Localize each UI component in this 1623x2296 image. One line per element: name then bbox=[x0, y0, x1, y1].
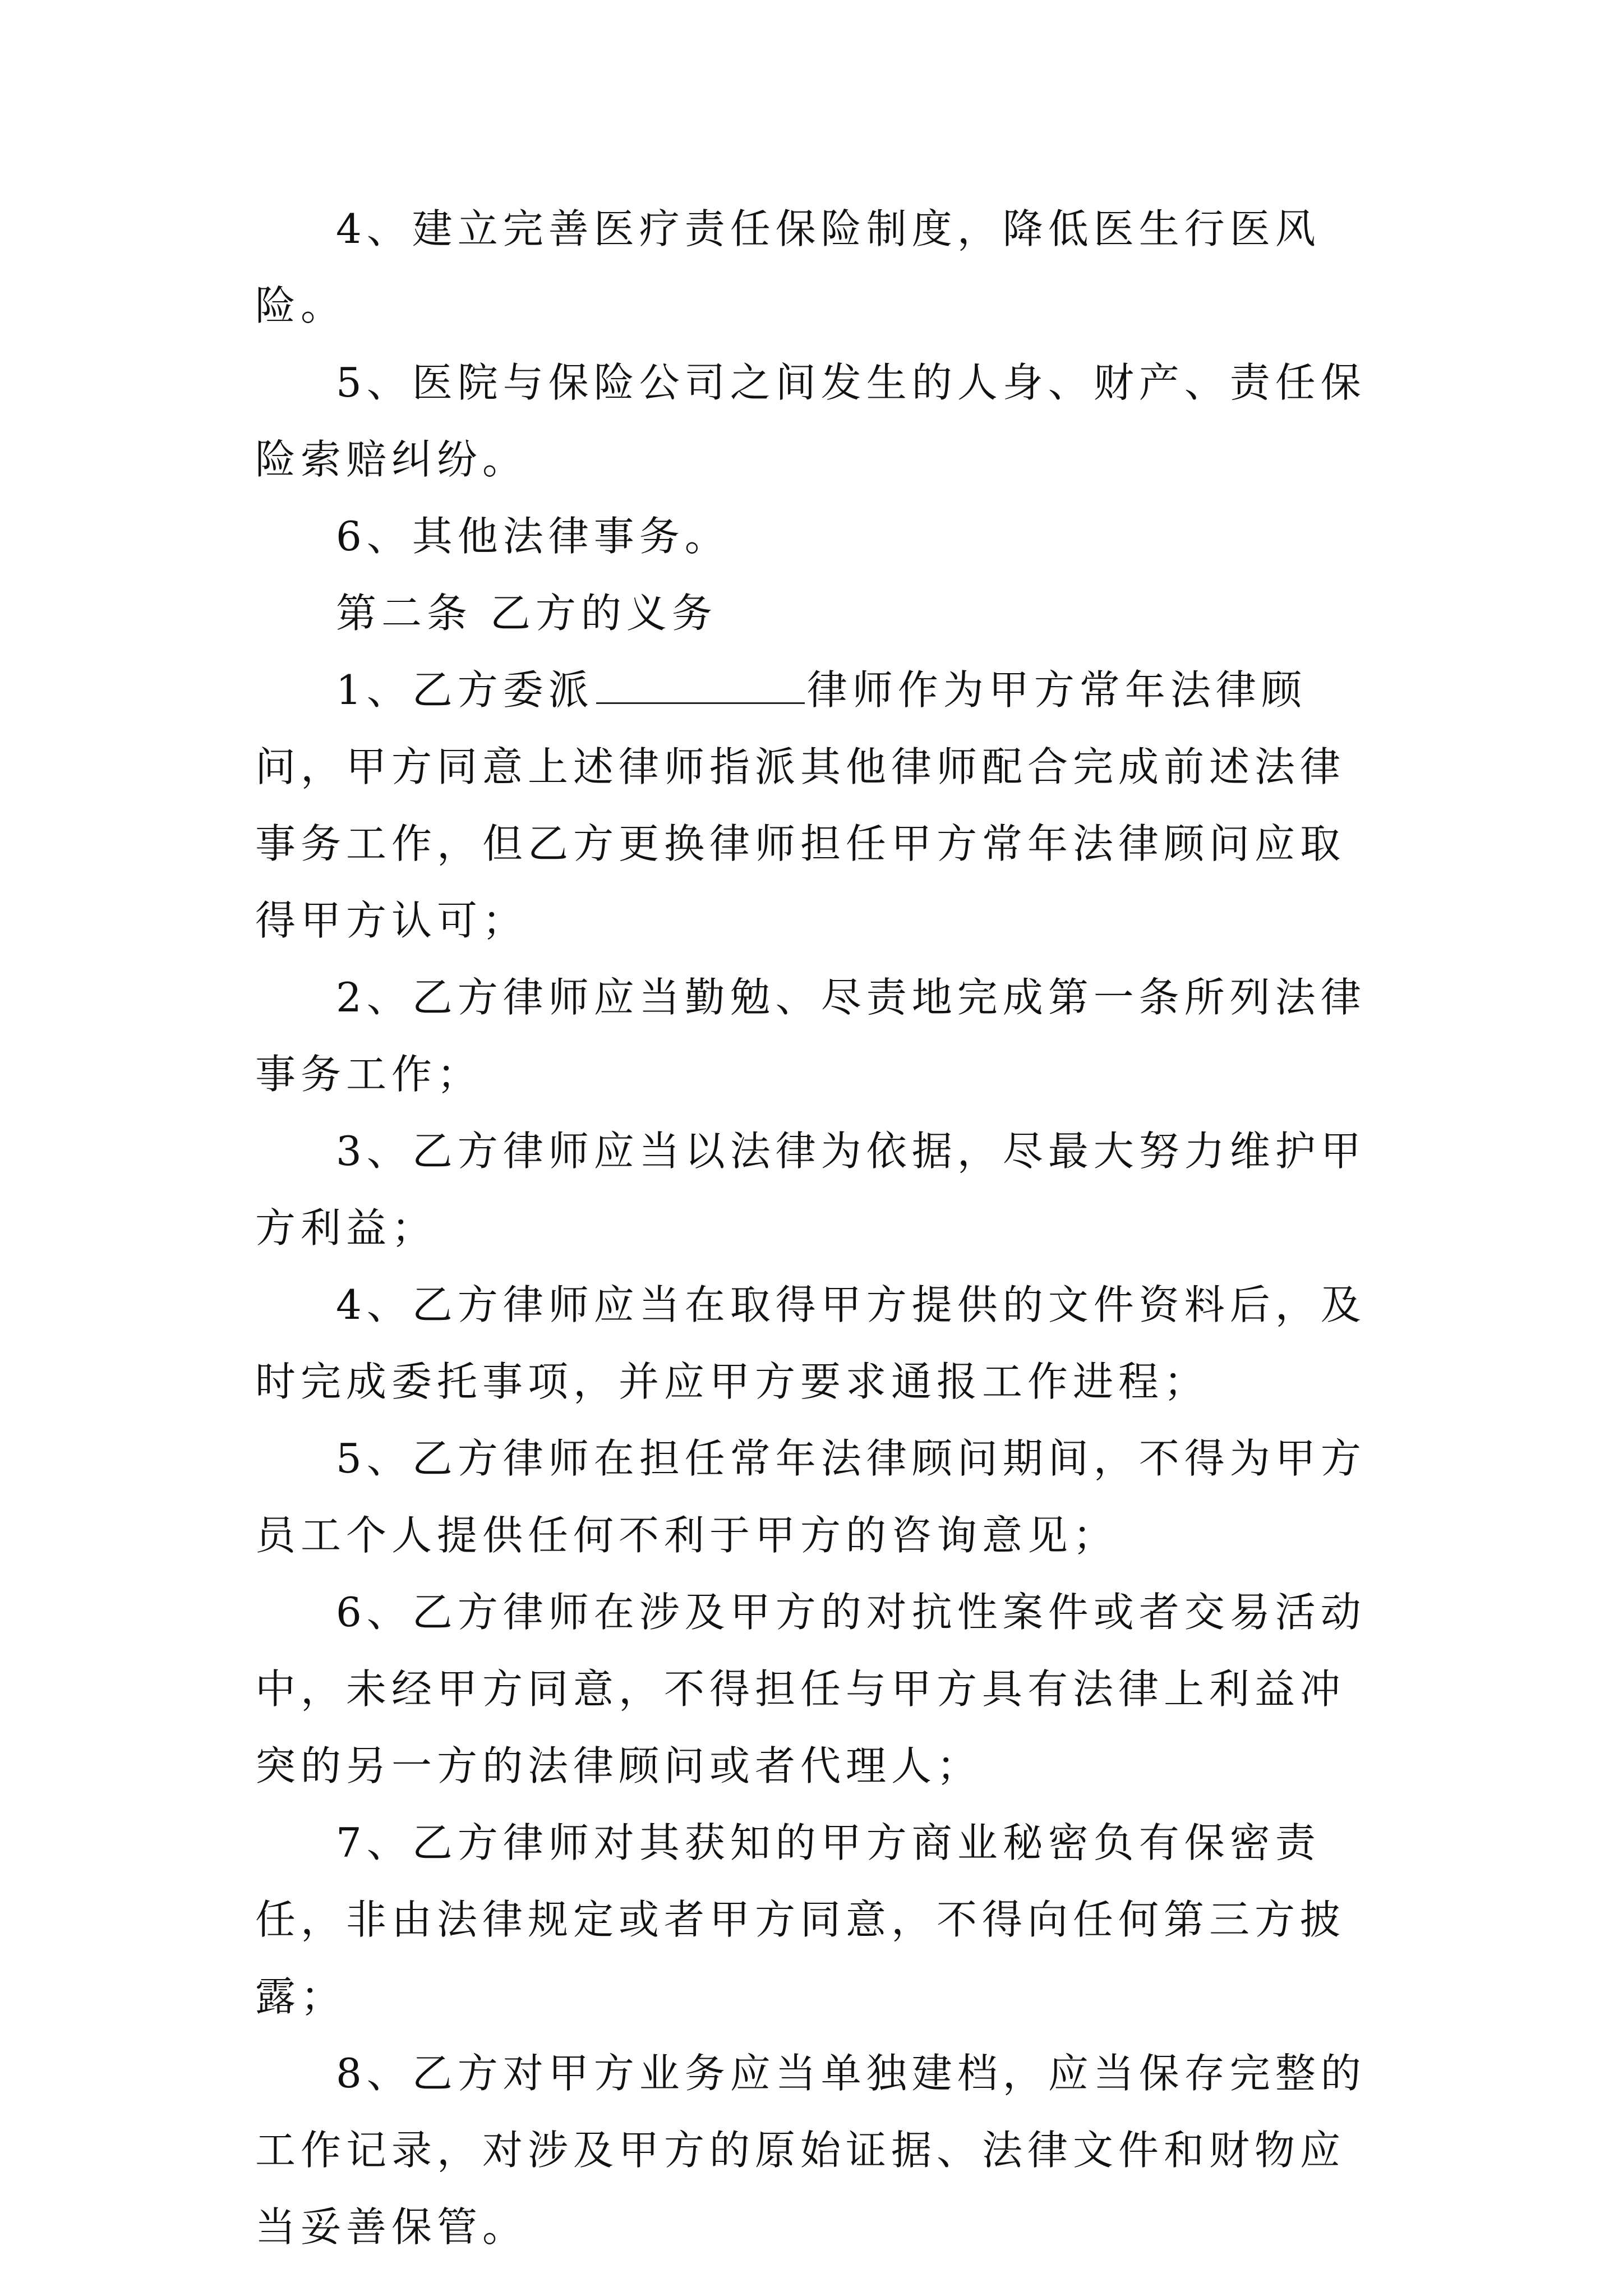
paragraph-duty-4: 4、乙方律师应当在取得甲方提供的文件资料后，及时完成委托事项，并应甲方要求通报工作进程； bbox=[255, 1281, 1366, 1405]
duty-1-lead-text: 1、乙方委派 bbox=[336, 666, 594, 714]
paragraph-item-5-insurance-disputes: 5、医院与保险公司之间发生的人身、财产、责任保险索赔纠纷。 bbox=[255, 359, 1366, 483]
lawyer-name-blank-line bbox=[596, 671, 805, 704]
paragraph-duty-1 bbox=[255, 652, 1382, 959]
paragraph-duty-2: 2、乙方律师应当勤勉、尽责地完成第一条所列法律事务工作； bbox=[255, 974, 1366, 1098]
paragraph-duty-7: 7、乙方律师对其获知的甲方商业秘密负有保密责任，非由法律规定或者甲方同意，不得向任何第三方披露； bbox=[255, 1819, 1346, 2020]
paragraph-duty-5: 5、乙方律师在担任常年法律顾问期间，不得为甲方员工个人提供任何不利于甲方的咨询意见； bbox=[255, 1435, 1366, 1559]
paragraph-item-4-insurance-system: 4、建立完善医疗责任保险制度，降低医生行医风险。 bbox=[255, 205, 1321, 329]
paragraph-duty-8: 8、乙方对甲方业务应当单独建档，应当保存完整的工作记录，对涉及甲方的原始证据、法律文件和财物应当妥善保管。 bbox=[255, 2050, 1366, 2251]
duty-1-rest-text: 律师作为甲方常年法律顾问，甲方同意上述律师指派其他律师配合完成前述法律事务工作，但乙方更换律师担任甲方常年法律顾问应取得甲方认可； bbox=[255, 666, 1346, 944]
document-body bbox=[255, 191, 1382, 2266]
paragraph-duty-3: 3、乙方律师应当以法律为依据，尽最大努力维护甲方利益； bbox=[255, 1128, 1366, 1251]
paragraph-duty-6: 6、乙方律师在涉及甲方的对抗性案件或者交易活动中，未经甲方同意，不得担任与甲方具有法律上利益冲突的另一方的法律顾问或者代理人； bbox=[255, 1589, 1366, 1789]
section-heading-article-2: 第二条 乙方的义务 bbox=[336, 590, 717, 637]
paragraph-item-6-other-affairs: 6、其他法律事务。 bbox=[336, 513, 730, 560]
